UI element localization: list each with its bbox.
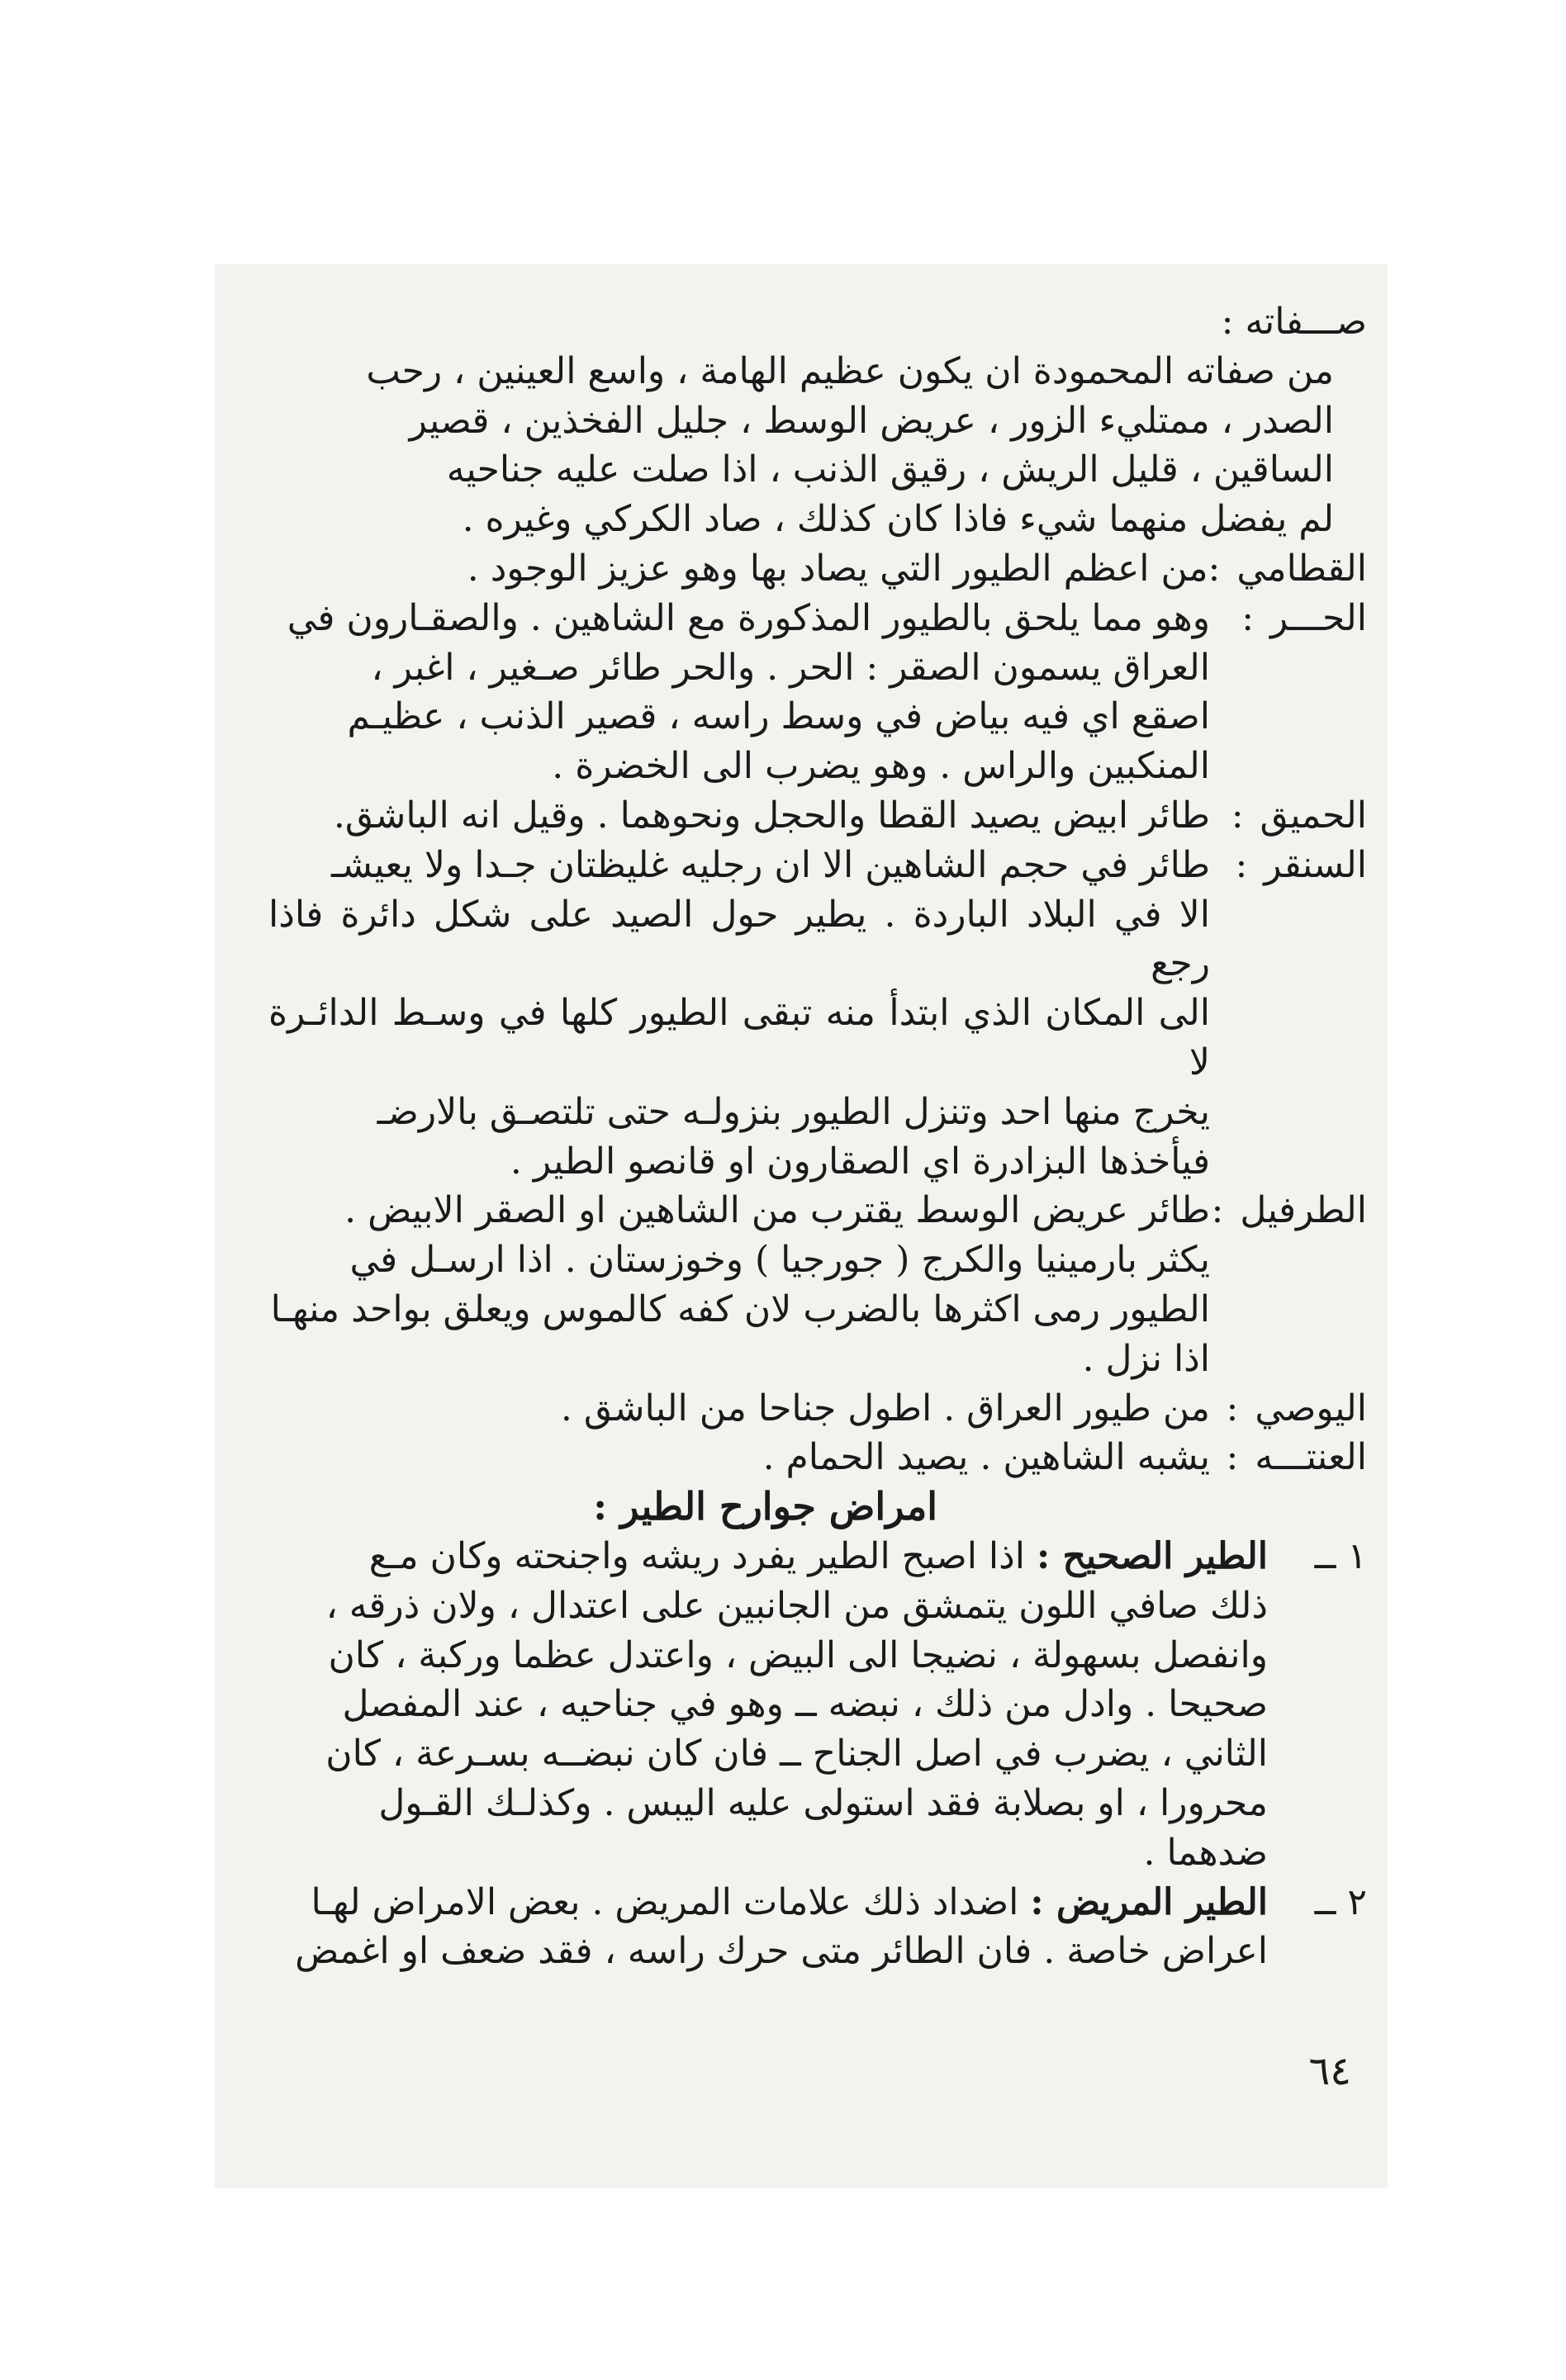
text-line: فيأخذها البزادرة اي الصقارون او قانصو الطير . xyxy=(510,1140,1210,1183)
entry-name: الطرفيل xyxy=(1240,1189,1367,1232)
list-item-sick-bird xyxy=(268,1878,1367,1977)
entry-antah: العنتـــه : يشبه الشاهين . يصيد الحمام . xyxy=(268,1433,1367,1482)
text-line: من طيور العراق . اطول جناحا من الباشق . xyxy=(560,1387,1210,1429)
section-title: امراض جوارح الطير : xyxy=(593,1484,937,1529)
entry-hamiq: الحميق : طائر ابيض يصيد القطا والحجل ونحوهما . وقيل انه الباشق. xyxy=(268,791,1367,841)
entry-name: القطامي xyxy=(1236,547,1367,590)
text-line: صحيحا . وادل من ذلك ، نبضه ــ وهو في جناحيه ، عند المفصل xyxy=(342,1683,1268,1726)
text-line: الصدر ، ممتليء الزور ، عريض الوسط ، جليل الفخذين ، قصير xyxy=(409,399,1334,442)
page-content xyxy=(268,297,1367,1976)
text-line: الطيور رمى اكثرها بالضرب لان كفه كالموس ويعلق بواحد منهـا xyxy=(270,1287,1210,1330)
text-line: وانفصل بسهولة ، نضيجا الى البيض ، واعتدل عظما وركبة ، كان xyxy=(328,1633,1268,1676)
list-number: ١ ــ xyxy=(1314,1534,1367,1577)
text-line: اذا نزل . xyxy=(1082,1337,1210,1380)
heading: صـــفاته : xyxy=(1221,301,1367,343)
text-line: طائر في حجم الشاهين الا ان رجليه غليظتان جـدا ولا يعيشـ xyxy=(331,843,1210,886)
text-line: اذا اصبح الطير يفرد ريشه واجنحته وكان مـع xyxy=(368,1534,1025,1577)
text-line: يكثر بارمينيا والكرج ( جورجيا ) وخوزستان . اذا ارسـل في xyxy=(349,1239,1210,1282)
text-line: المنكبين والراس . وهو يضرب الى الخضرة . xyxy=(552,745,1210,788)
entry-sunqur: السنقر : طائر في حجم الشاهين الا ان رجليه غليظتان جـدا ولا يعيشـ الا في البلاد الباردة . يطير حول الصيد على شكل دائرة فاذا رجع الى المكان الذي ابتدأ منه تبقى الطيور كلها في وسـط الدائـرة لا يخرج منها احد وتنزل الطيور بنزولـه حتى تلتصـق بالارضـ فيأخذها البزادرة اي الصقارون او قانصو الطير . xyxy=(268,841,1367,1187)
text-line: الثاني ، يضرب في اصل الجناح ــ فان كان نبضــه بسـرعة ، كان xyxy=(325,1733,1268,1776)
text-line: من صفاته المحمودة ان يكون عظيم الهامة ، واسع العينين ، رحب xyxy=(366,349,1334,392)
text-line: الساقين ، قليل الريش ، رقيق الذنب ، اذا صلت عليه جناحيه xyxy=(446,448,1334,491)
text-line: الى المكان الذي ابتدأ منه تبقى الطيور كلها في وسـط الدائـرة لا xyxy=(268,992,1210,1083)
list-item-healthy-bird xyxy=(268,1532,1367,1878)
text-line: ضدهما . xyxy=(1143,1831,1268,1874)
entry-name: السنقر xyxy=(1264,843,1367,886)
intro-paragraph xyxy=(268,347,1367,544)
page-number: ٦٤ xyxy=(1308,2048,1351,2094)
text-line: يخرج منها احد وتنزل الطيور بنزولـه حتى تلتصـق بالارضـ xyxy=(377,1090,1210,1133)
text-line: محرورا ، او بصلابة فقد استولى عليه اليبس . وكذلـك القـول xyxy=(378,1781,1268,1824)
text-line: طائر ابيض يصيد القطا والحجل ونحوهما . وقيل انه الباشق. xyxy=(333,794,1210,837)
entry-yusi: اليوصي : من طيور العراق . اطول جناحا من الباشق . xyxy=(268,1384,1367,1434)
entry-qatami: القطامي : من اعظم الطيور التي يصاد بها وهو عزيز الوجود . xyxy=(268,544,1367,594)
text-line: اصقع اي فيه بياض في وسط راسه ، قصير الذنب ، عظيـم xyxy=(347,695,1210,738)
entry-name: الحميق xyxy=(1260,794,1367,837)
text-line: لم يفضل منهما شيء فاذا كان كذلك ، صاد الكركي وغيره . xyxy=(462,498,1334,541)
text-line: الا في البلاد الباردة . يطير حول الصيد على شكل دائرة فاذا رجع xyxy=(268,893,1210,985)
list-number: ٢ ــ xyxy=(1314,1880,1367,1923)
text-line: وهو مما يلحق بالطيور المذكورة مع الشاهين . والصقـارون في xyxy=(287,596,1210,639)
entry-name: الحـــر xyxy=(1270,596,1367,639)
text-line: يشبه الشاهين . يصيد الحمام . xyxy=(762,1436,1210,1479)
entry-name: اليوصي xyxy=(1255,1387,1367,1429)
list-term: الطير الصحيح : xyxy=(1036,1534,1268,1577)
text-line: اعراض خاصة . فان الطائر متى حرك راسه ، فقد ضعف او اغمض xyxy=(295,1930,1268,1973)
text-line: طائر عريض الوسط يقترب من الشاهين او الصقر الابيض . xyxy=(344,1189,1210,1232)
text-line: من اعظم الطيور التي يصاد بها وهو عزيز الوجود . xyxy=(467,547,1208,590)
entry-turfil: الطرفيل : طائر عريض الوسط يقترب من الشاهين او الصقر الابيض . يكثر بارمينيا والكرج ( جورجيا ) وخوزستان . اذا ارسـل في الطيور رمى اكثرها بالضرب لان كفه كالموس ويعلق بواحد منهـا اذا نزل . xyxy=(268,1186,1367,1383)
text-line: ذلك صافي اللون يتمشق من الجانبين على اعتدال ، ولان ذرقه ، xyxy=(325,1584,1268,1627)
text-line: اضداد ذلك علامات المريض . بعض الامراض لهـا xyxy=(311,1880,1019,1923)
text-line: العراق يسمون الصقر : الحر . والحر طائر صـغير ، اغبر ، xyxy=(371,646,1210,689)
entry-hurr: الحـــر : وهو مما يلحق بالطيور المذكورة مع الشاهين . والصقـارون في العراق يسمون الصقر : الحر . والحر طائر صـغير ، اغبر ، اصقع اي فيه بياض في وسط راسه ، قصير الذنب ، عظيـم المنكبين والراس . وهو يضرب الى الخضرة . xyxy=(268,594,1367,791)
entry-name: العنتـــه xyxy=(1255,1436,1367,1479)
list-term: الطير المريض : xyxy=(1030,1880,1268,1923)
